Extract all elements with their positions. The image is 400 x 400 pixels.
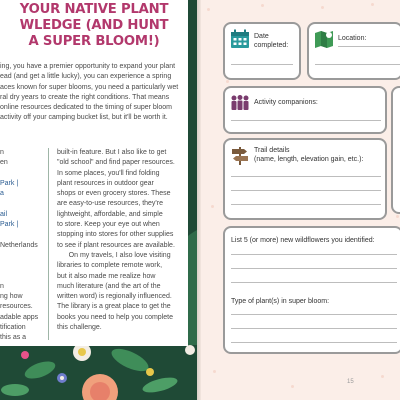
body-line: but it also made me realize how — [57, 272, 156, 280]
sidebar-column — [0, 148, 48, 344]
body-line: written word) is regionally influenced. — [57, 293, 172, 301]
calendar-icon — [230, 29, 250, 49]
body-line: books you need to help you complete — [57, 313, 173, 321]
body-line: are easy-to-use resources, they're — [57, 200, 163, 208]
activity-companions-box[interactable] — [223, 86, 387, 134]
write-line — [231, 254, 397, 255]
write-line — [231, 190, 381, 191]
page-heading — [0, 2, 188, 50]
body-line: built-in feature. But I also like to get — [57, 149, 167, 156]
sidebar-line — [0, 199, 48, 209]
write-line — [231, 282, 397, 283]
body-line: plant resources in outdoor gear — [57, 179, 154, 187]
sidebar-line: n — [0, 282, 4, 290]
intro-line: activity off your camping bucket list, but it'll be worth it. — [0, 114, 168, 122]
signpost-icon — [230, 145, 250, 165]
write-line — [231, 268, 397, 269]
date-label-line: completed: — [254, 42, 289, 49]
body-line: On my travels, I also love visiting — [57, 251, 171, 259]
map-icon — [314, 29, 334, 49]
intro-line: aces known for super blooms, you need a particularly wet — [0, 83, 179, 91]
body-line: to store. Keep your eye out when — [57, 221, 160, 229]
intro-line: ead (and get a little lucky), you can experience a spring — [0, 73, 172, 81]
sidebar-line — [0, 261, 48, 271]
write-line — [231, 176, 381, 177]
sidebar-line — [0, 251, 48, 261]
write-line — [231, 328, 397, 329]
write-line — [315, 64, 400, 65]
column-divider — [48, 148, 49, 340]
activity-companions-label: Activity companions: — [254, 99, 318, 106]
people-icon — [230, 94, 250, 112]
location-box[interactable] — [307, 22, 400, 80]
trail-details-box[interactable] — [223, 138, 387, 220]
location-label: Location: — [338, 35, 367, 42]
write-line — [231, 342, 397, 343]
text-panel — [0, 0, 188, 346]
right-page — [201, 0, 400, 400]
body-line: lightweight, affordable, and simple — [57, 210, 163, 218]
trail-details-label — [254, 146, 363, 164]
write-line — [231, 120, 381, 121]
body-line: to see if plant resources are available. — [57, 241, 175, 249]
sidebar-line — [0, 272, 48, 282]
left-page — [0, 0, 197, 400]
write-line — [231, 64, 293, 65]
trail-label-line: (name, length, elevation gain, etc.): — [254, 156, 364, 163]
date-completed-label — [254, 32, 288, 50]
sidebar-line: n — [0, 149, 4, 156]
body-line: this challenge. — [57, 324, 102, 332]
write-line — [231, 314, 397, 315]
sidebar-line — [0, 230, 48, 240]
date-label-line: Date — [254, 33, 269, 40]
heading-line: WLEDGE (AND HUNT — [19, 18, 169, 33]
sidebar-link: ail — [0, 210, 8, 218]
sidebar-link: a — [0, 190, 4, 198]
body-line: much literature (and the art of the — [57, 282, 161, 290]
cutoff-box[interactable] — [391, 86, 400, 214]
body-line: In some places, you'll find folding — [57, 169, 160, 177]
sidebar-line: Netherlands — [0, 241, 38, 249]
trail-label-line: Trail details — [254, 147, 290, 154]
body-line: libraries to complete remote work, — [57, 262, 163, 270]
body-line: shops or even grocery stores. These — [57, 190, 171, 198]
sidebar-line: en — [0, 159, 8, 167]
sidebar-line: ng how — [0, 293, 23, 301]
intro-line: ral dry years to create the right conditions. That means — [0, 93, 170, 101]
sidebar-line: tification — [0, 324, 26, 332]
intro-paragraph — [0, 62, 186, 124]
sidebar-line: resources. — [0, 303, 33, 311]
wildflowers-box[interactable] — [223, 226, 400, 354]
wildflowers-label: List 5 (or more) new wildflowers you identified: — [231, 237, 375, 244]
sidebar-line: adable apps — [0, 313, 39, 321]
date-completed-box[interactable] — [223, 22, 301, 80]
body-line: "old school" and find paper resources. — [57, 159, 175, 167]
sidebar-line: this as a — [0, 334, 27, 342]
body-line: The library is a great place to get the — [57, 303, 171, 311]
intro-line: ing, you have a premier opportunity to expand your plant — [0, 63, 176, 70]
body-column — [57, 148, 187, 333]
heading-line: A SUPER BLOOM!) — [28, 34, 160, 49]
intro-line: online resources dedicated to the timing of super bloom — [0, 104, 172, 112]
heading-line: YOUR NATIVE PLANT — [19, 2, 169, 17]
sidebar-link: Park | — [0, 221, 19, 229]
write-line — [338, 46, 400, 47]
sidebar-line — [0, 169, 48, 179]
plant-type-label: Type of plant(s) in super bloom: — [231, 298, 330, 305]
sidebar-link: Park | — [0, 179, 19, 187]
page-number: 15 — [347, 379, 354, 385]
write-line — [231, 204, 381, 205]
body-line: stopping into stores for other supplies — [57, 231, 174, 239]
